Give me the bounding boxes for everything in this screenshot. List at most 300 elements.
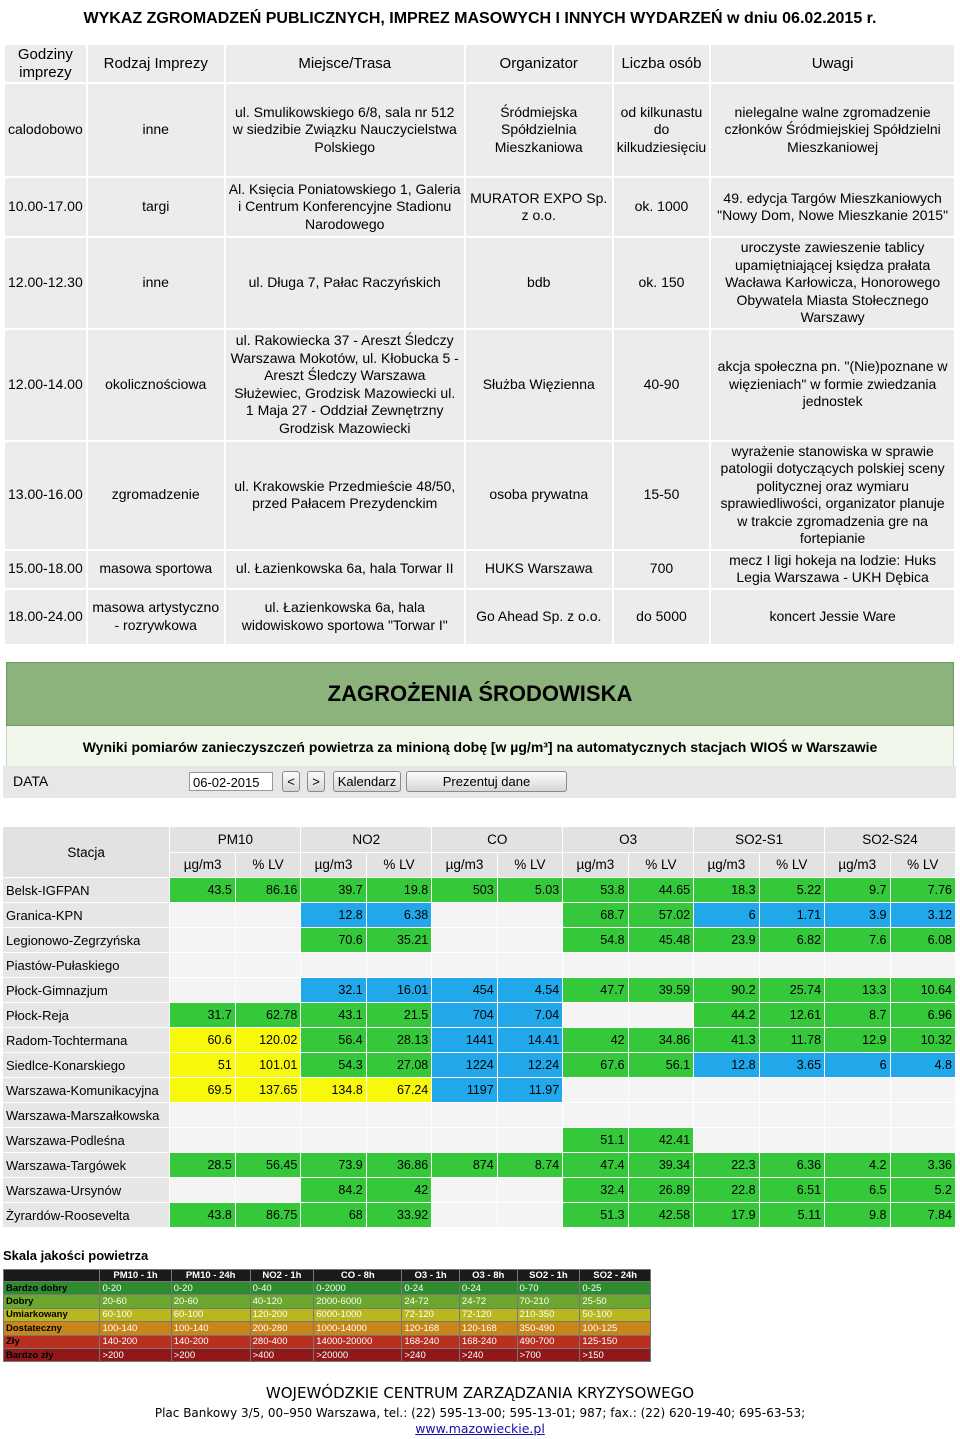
aq-value (825, 1128, 889, 1152)
aq-value: 73.9 (301, 1153, 365, 1177)
aq-value (236, 1128, 300, 1152)
event-hours: 12.00-12.30 (5, 238, 86, 328)
aq-value: 84.2 (301, 1178, 365, 1202)
footer (0, 1384, 960, 1436)
scale-value: 24-72 (402, 1295, 460, 1308)
calendar-button[interactable]: Kalendarz (333, 771, 401, 792)
aq-row (3, 903, 955, 927)
pollutant-header: CO (432, 827, 562, 852)
aq-value: 18.3 (694, 878, 758, 902)
event-organizer: Śródmiejska Spółdzielnia Mieszkaniowa (466, 84, 612, 176)
aq-value: 43.1 (301, 1003, 365, 1027)
scale-value: >200 (171, 1348, 250, 1361)
aq-value (498, 1178, 562, 1202)
aq-value: 6 (825, 1053, 889, 1077)
air-quality-table (2, 826, 956, 1228)
aq-value (170, 903, 234, 927)
event-type: targi (88, 178, 224, 236)
event-notes: mecz I ligi hokeja na lodzie: Huks Legia Warszawa - UKH Dębica (711, 551, 954, 588)
aq-value: 13.3 (825, 978, 889, 1002)
events-header-row (5, 45, 954, 82)
date-input[interactable]: 06-02-2015 (189, 772, 273, 791)
event-count: 40-90 (614, 330, 709, 440)
aq-value (760, 953, 824, 977)
aq-value (236, 903, 300, 927)
aq-value (563, 1003, 627, 1027)
header-notes: Uwagi (711, 45, 954, 82)
scale-value: 168-240 (459, 1335, 517, 1348)
event-place: ul. Łazienkowska 6a, hala widowiskowo sportowa "Torwar I" (226, 590, 464, 644)
scale-value: 60-100 (171, 1308, 250, 1321)
station-name: Warszawa-Podleśna (3, 1128, 169, 1152)
aq-value: 62.78 (236, 1003, 300, 1027)
unit-header: µg/m3 (170, 853, 234, 878)
aq-value: 5.22 (760, 878, 824, 902)
aq-value (629, 1103, 693, 1127)
aq-value (432, 1103, 496, 1127)
scale-value: 140-200 (171, 1335, 250, 1348)
aq-value (367, 953, 431, 977)
scale-level-name: Dobry (4, 1295, 100, 1308)
aq-value: 6.51 (760, 1178, 824, 1202)
aq-row (3, 1103, 955, 1127)
aq-row (3, 1153, 955, 1177)
scale-header: O3 - 8h (459, 1270, 517, 1282)
aq-value (891, 953, 955, 977)
event-count: 700 (614, 551, 709, 588)
aq-value: 39.7 (301, 878, 365, 902)
scale-value: >20000 (314, 1348, 402, 1361)
pollutant-header: SO2-S1 (694, 827, 824, 852)
aq-value (236, 978, 300, 1002)
aq-value: 874 (432, 1153, 496, 1177)
scale-value: >400 (250, 1348, 314, 1361)
scale-value: 120-168 (459, 1322, 517, 1335)
station-name: Siedlce-Konarskiego (3, 1053, 169, 1077)
aq-value (301, 953, 365, 977)
aq-value: 45.48 (629, 928, 693, 952)
aq-value: 54.3 (301, 1053, 365, 1077)
scale-header: NO2 - 1h (250, 1270, 314, 1282)
aq-value: 5.2 (891, 1178, 955, 1202)
aq-value: 454 (432, 978, 496, 1002)
station-name: Piastów-Pułaskiego (3, 953, 169, 977)
event-place: Al. Księcia Poniatowskiego 1, Galeria i Centrum Konferencyjne Stadionu Narodowego (226, 178, 464, 236)
aq-value (170, 953, 234, 977)
aq-value: 69.5 (170, 1078, 234, 1102)
aq-value: 86.75 (236, 1203, 300, 1227)
pollutant-header: PM10 (170, 827, 300, 852)
aq-value: 9.7 (825, 878, 889, 902)
aq-value: 44.65 (629, 878, 693, 902)
aq-value: 9.8 (825, 1203, 889, 1227)
scale-value: 0-20 (100, 1282, 171, 1295)
event-count: ok. 150 (614, 238, 709, 328)
aq-value: 42.41 (629, 1128, 693, 1152)
header-type: Rodzaj Imprezy (88, 45, 224, 82)
event-count: ok. 1000 (614, 178, 709, 236)
aq-value: 11.97 (498, 1078, 562, 1102)
aq-value: 10.32 (891, 1028, 955, 1052)
aq-value: 8.74 (498, 1153, 562, 1177)
event-hours: 13.00-16.00 (5, 442, 86, 549)
station-name: Radom-Tochtermana (3, 1028, 169, 1052)
unit-header: % LV (629, 853, 693, 878)
aq-value (236, 928, 300, 952)
aq-value: 1197 (432, 1078, 496, 1102)
aq-value: 101.01 (236, 1053, 300, 1077)
aq-value (498, 903, 562, 927)
aq-value (694, 1103, 758, 1127)
scale-header: PM10 - 1h (100, 1270, 171, 1282)
aq-value (301, 1103, 365, 1127)
scale-title: Skala jakości powietrza (3, 1248, 149, 1263)
environment-header: ZAGROŻENIA ŚRODOWISKA (6, 662, 954, 726)
station-name: Płock-Reja (3, 1003, 169, 1027)
aq-value: 11.78 (760, 1028, 824, 1052)
prev-day-button[interactable]: < (282, 771, 300, 792)
aq-value: 42.58 (629, 1203, 693, 1227)
aq-value: 43.5 (170, 878, 234, 902)
aq-value: 47.4 (563, 1153, 627, 1177)
aq-row (3, 1053, 955, 1077)
aq-value (563, 1078, 627, 1102)
aq-value (825, 1103, 889, 1127)
aq-value: 42 (563, 1028, 627, 1052)
scale-row (4, 1348, 651, 1361)
aq-value: 31.7 (170, 1003, 234, 1027)
aq-value: 120.02 (236, 1028, 300, 1052)
scale-value: 25-50 (580, 1295, 651, 1308)
scale-header: SO2 - 1h (517, 1270, 580, 1282)
aq-value: 3.65 (760, 1053, 824, 1077)
event-type: zgromadzenie (88, 442, 224, 549)
scale-value: >150 (580, 1348, 651, 1361)
aq-value (563, 1103, 627, 1127)
aq-value: 6.38 (367, 903, 431, 927)
aq-value: 4.54 (498, 978, 562, 1002)
aq-value (236, 953, 300, 977)
scale-header (4, 1270, 100, 1282)
events-table (3, 43, 956, 646)
date-toolbar (3, 766, 956, 798)
scale-header: SO2 - 24h (580, 1270, 651, 1282)
environment-panel (6, 662, 954, 768)
aq-value: 36.86 (367, 1153, 431, 1177)
scale-value: 70-210 (517, 1295, 580, 1308)
scale-value: 100-125 (580, 1322, 651, 1335)
aq-value: 28.13 (367, 1028, 431, 1052)
aq-value: 1441 (432, 1028, 496, 1052)
aq-value: 3.36 (891, 1153, 955, 1177)
scale-value: 200-280 (250, 1322, 314, 1335)
aq-value (432, 1128, 496, 1152)
header-place: Miejsce/Trasa (226, 45, 464, 82)
aq-value: 60.6 (170, 1028, 234, 1052)
environment-subtitle: Wyniki pomiarów zanieczyszczeń powietrza za minioną dobę [w µg/m³] na automatycznych stacjach WIOŚ w Warszawie (6, 726, 954, 768)
event-organizer: MURATOR EXPO Sp. z o.o. (466, 178, 612, 236)
scale-header: O3 - 1h (402, 1270, 460, 1282)
event-hours: 15.00-18.00 (5, 551, 86, 588)
aq-value: 56.45 (236, 1153, 300, 1177)
scale-value: 100-140 (100, 1322, 171, 1335)
scale-header: CO - 8h (314, 1270, 402, 1282)
event-hours: 10.00-17.00 (5, 178, 86, 236)
aq-value (629, 953, 693, 977)
aq-value: 6.96 (891, 1003, 955, 1027)
aq-value: 7.84 (891, 1203, 955, 1227)
aq-value: 8.7 (825, 1003, 889, 1027)
station-name: Warszawa-Marszałkowska (3, 1103, 169, 1127)
aq-value (432, 953, 496, 977)
event-count: do 5000 (614, 590, 709, 644)
station-name: Płock-Gimnazjum (3, 978, 169, 1002)
air-quality-scale (3, 1269, 651, 1362)
event-place: ul. Rakowiecka 37 - Areszt Śledczy Warszawa Mokotów, ul. Kłobucka 5 - Areszt Śledczy Warszawa Służewiec, Grodzisk Mazowiecki ul. 1 Maja 27 - Oddział Zewnętrzny Grodzisk Mazowiecki (226, 330, 464, 440)
aq-value: 22.8 (694, 1178, 758, 1202)
aq-value: 22.3 (694, 1153, 758, 1177)
event-type: inne (88, 84, 224, 176)
event-row (5, 238, 954, 328)
event-notes: 49. edycja Targów Mieszkaniowych "Nowy Dom, Nowe Mieszkanie 2015" (711, 178, 954, 236)
aq-value: 134.8 (301, 1078, 365, 1102)
scale-value: 490-700 (517, 1335, 580, 1348)
aq-value: 53.8 (563, 878, 627, 902)
aq-value: 51.1 (563, 1128, 627, 1152)
aq-value (301, 1128, 365, 1152)
event-hours: calodobowo (5, 84, 86, 176)
aq-row (3, 878, 955, 902)
aq-row (3, 953, 955, 977)
event-place: ul. Długa 7, Pałac Raczyńskich (226, 238, 464, 328)
aq-value (367, 1103, 431, 1127)
event-notes: uroczyste zawieszenie tablicy upamiętniającej księdza prałata Wacława Karłowicza, Honorowego Obywatela Miasta Stołecznego Warszawy (711, 238, 954, 328)
aq-value (432, 903, 496, 927)
pollutant-header: O3 (563, 827, 693, 852)
aq-value: 57.02 (629, 903, 693, 927)
aq-value (236, 1178, 300, 1202)
aq-value: 26.89 (629, 1178, 693, 1202)
aq-value: 35.21 (367, 928, 431, 952)
aq-value: 25.74 (760, 978, 824, 1002)
scale-value: >240 (402, 1348, 460, 1361)
aq-value: 3.9 (825, 903, 889, 927)
aq-value: 86.16 (236, 878, 300, 902)
event-row (5, 178, 954, 236)
aq-value: 21.5 (367, 1003, 431, 1027)
event-row (5, 84, 954, 176)
aq-value: 10.64 (891, 978, 955, 1002)
aq-value: 12.8 (301, 903, 365, 927)
aq-value: 16.01 (367, 978, 431, 1002)
scale-value: 40-120 (250, 1295, 314, 1308)
aq-value (170, 928, 234, 952)
aq-value: 6 (694, 903, 758, 927)
event-row (5, 330, 954, 440)
aq-value: 90.2 (694, 978, 758, 1002)
unit-header: µg/m3 (694, 853, 758, 878)
aq-value: 7.76 (891, 878, 955, 902)
aq-value: 32.1 (301, 978, 365, 1002)
event-hours: 12.00-14.00 (5, 330, 86, 440)
aq-value: 39.59 (629, 978, 693, 1002)
aq-value: 42 (367, 1178, 431, 1202)
scale-value: 60-100 (100, 1308, 171, 1321)
aq-value (760, 1128, 824, 1152)
scale-value: 50-100 (580, 1308, 651, 1321)
scale-value: 120-200 (250, 1308, 314, 1321)
scale-value: 2000-6000 (314, 1295, 402, 1308)
aq-value: 56.1 (629, 1053, 693, 1077)
aq-row (3, 1003, 955, 1027)
aq-value: 47.7 (563, 978, 627, 1002)
aq-value: 17.9 (694, 1203, 758, 1227)
station-name: Warszawa-Komunikacyjna (3, 1078, 169, 1102)
scale-value: >240 (459, 1348, 517, 1361)
aq-row (3, 1203, 955, 1227)
aq-row (3, 1178, 955, 1202)
event-notes: wyrażenie stanowiska w sprawie patologii dotyczących polskiej sceny politycznej oraz wymiaru sprawiedliwości, organizator planuje w trakcie zgromadzenia gre na fortepianie (711, 442, 954, 549)
aq-value: 28.5 (170, 1153, 234, 1177)
header-organizer: Organizator (466, 45, 612, 82)
scale-value: 100-140 (171, 1322, 250, 1335)
event-hours: 18.00-24.00 (5, 590, 86, 644)
event-place: ul. Krakowskie Przedmieście 48/50, przed Pałacem Prezydenckim (226, 442, 464, 549)
aq-value: 32.4 (563, 1178, 627, 1202)
scale-value: >200 (100, 1348, 171, 1361)
aq-value: 68.7 (563, 903, 627, 927)
aq-value: 67.24 (367, 1078, 431, 1102)
aq-value: 4.2 (825, 1153, 889, 1177)
aq-value (694, 1128, 758, 1152)
event-type: okolicznościowa (88, 330, 224, 440)
unit-header: µg/m3 (432, 853, 496, 878)
station-name: Żyrardów-Roosevelta (3, 1203, 169, 1227)
header-hours: Godziny imprezy (5, 45, 86, 82)
station-name: Warszawa-Targówek (3, 1153, 169, 1177)
aq-value: 6.36 (760, 1153, 824, 1177)
scale-value: 72-120 (459, 1308, 517, 1321)
scale-value: 20-60 (100, 1295, 171, 1308)
scale-value: 14000-20000 (314, 1335, 402, 1348)
header-count: Liczba osób (614, 45, 709, 82)
scale-row (4, 1308, 651, 1321)
event-notes: nielegalne walne zgromadzenie członków Śródmiejskiej Spółdzielni Mieszkaniowej (711, 84, 954, 176)
scale-value: 0-2000 (314, 1282, 402, 1295)
station-name: Legionowo-Zegrzyńska (3, 928, 169, 952)
aq-value (498, 1103, 562, 1127)
aq-value: 43.8 (170, 1203, 234, 1227)
scale-value: 20-60 (171, 1295, 250, 1308)
scale-value: 280-400 (250, 1335, 314, 1348)
scale-header: PM10 - 24h (171, 1270, 250, 1282)
aq-value (236, 1103, 300, 1127)
aq-value: 51.3 (563, 1203, 627, 1227)
aq-value (170, 1178, 234, 1202)
aq-value (891, 1078, 955, 1102)
aq-value: 12.8 (694, 1053, 758, 1077)
aq-value: 19.8 (367, 878, 431, 902)
aq-value: 68 (301, 1203, 365, 1227)
aq-value: 54.8 (563, 928, 627, 952)
scale-header-row (4, 1270, 651, 1282)
scale-value: >700 (517, 1348, 580, 1361)
aq-value: 1224 (432, 1053, 496, 1077)
aq-value (694, 953, 758, 977)
scale-level-name: Dostateczny (4, 1322, 100, 1335)
aq-value: 12.9 (825, 1028, 889, 1052)
aq-value (825, 1078, 889, 1102)
aq-value (432, 928, 496, 952)
aq-value: 67.6 (563, 1053, 627, 1077)
scale-value: 0-24 (402, 1282, 460, 1295)
scale-value: 24-72 (459, 1295, 517, 1308)
scale-row (4, 1322, 651, 1335)
aq-value (891, 1103, 955, 1127)
aq-row (3, 978, 955, 1002)
aq-value: 5.11 (760, 1203, 824, 1227)
aq-header-row (3, 827, 955, 852)
aq-value (629, 1078, 693, 1102)
aq-value (694, 1078, 758, 1102)
aq-value (760, 1103, 824, 1127)
event-row (5, 551, 954, 588)
scale-level-name: Bardzo dobry (4, 1282, 100, 1295)
aq-value (891, 1128, 955, 1152)
scale-value: 0-20 (171, 1282, 250, 1295)
scale-level-name: Umiarkowany (4, 1308, 100, 1321)
scale-value: 168-240 (402, 1335, 460, 1348)
station-name: Warszawa-Ursynów (3, 1178, 169, 1202)
aq-value (825, 953, 889, 977)
aq-value: 41.3 (694, 1028, 758, 1052)
show-data-button[interactable]: Prezentuj dane (406, 771, 567, 792)
event-type: masowa artystyczno - rozrywkowa (88, 590, 224, 644)
aq-value: 503 (432, 878, 496, 902)
aq-value (498, 1203, 562, 1227)
scale-value: 6000-1000 (314, 1308, 402, 1321)
aq-value: 4.8 (891, 1053, 955, 1077)
aq-value: 137.65 (236, 1078, 300, 1102)
aq-value (170, 1103, 234, 1127)
aq-value: 6.08 (891, 928, 955, 952)
aq-value (760, 1078, 824, 1102)
unit-header: % LV (760, 853, 824, 878)
aq-value: 33.92 (367, 1203, 431, 1227)
unit-header: % LV (367, 853, 431, 878)
event-row (5, 590, 954, 644)
event-organizer: bdb (466, 238, 612, 328)
footer-address: Plac Bankowy 3/5, 00–950 Warszawa, tel.: (22) 595-13-00; 595-13-01; 987; fax.: (22) 620-19-40; 695-63-53; (154, 1406, 806, 1420)
aq-row (3, 1028, 955, 1052)
next-day-button[interactable]: > (307, 771, 325, 792)
aq-value: 3.12 (891, 903, 955, 927)
scale-row (4, 1335, 651, 1348)
event-notes: akcja społeczna pn. "(Nie)poznane w więzieniach" w formie zwiedzania jednostek (711, 330, 954, 440)
footer-link[interactable]: www.mazowieckie.pl (415, 1421, 545, 1436)
aq-value: 704 (432, 1003, 496, 1027)
scale-value: 0-40 (250, 1282, 314, 1295)
aq-value (432, 1178, 496, 1202)
scale-value: 0-24 (459, 1282, 517, 1295)
aq-value: 34.86 (629, 1028, 693, 1052)
aq-value: 7.04 (498, 1003, 562, 1027)
aq-row (3, 1128, 955, 1152)
aq-value: 1.71 (760, 903, 824, 927)
event-organizer: HUKS Warszawa (466, 551, 612, 588)
aq-value: 39.34 (629, 1153, 693, 1177)
unit-header: µg/m3 (301, 853, 365, 878)
